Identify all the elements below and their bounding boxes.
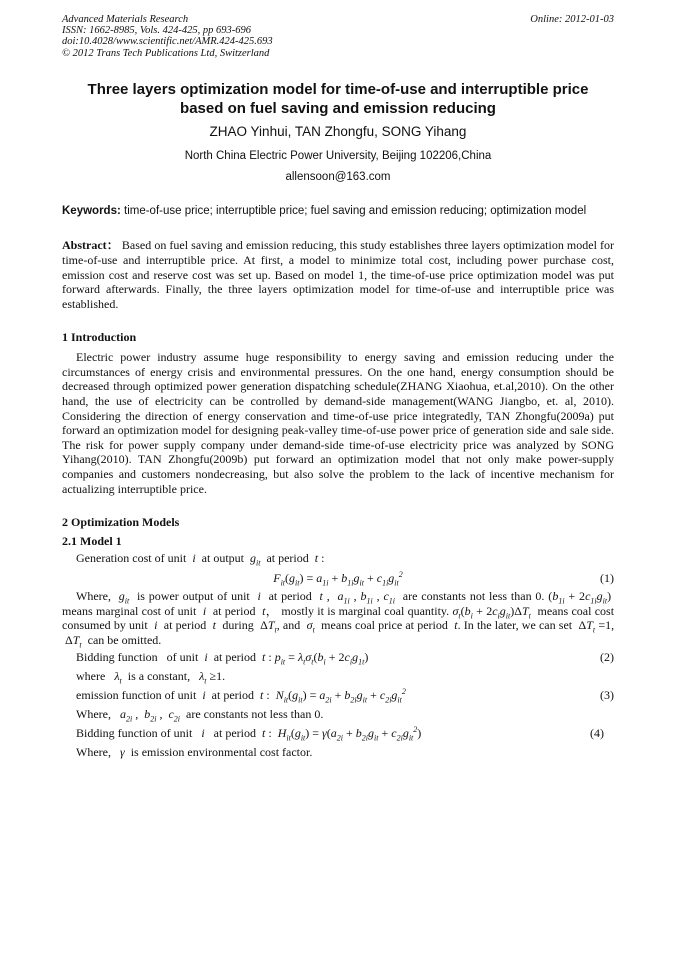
authors: ZHAO Yinhui, TAN Zhongfu, SONG Yihang bbox=[209, 123, 467, 139]
emission-constants-line: Where, $a_{2i}$ , $b_{2i}$ , $c_{2i}$ are constants not less than 0. bbox=[76, 706, 324, 723]
subsection-heading-model-1: 2.1 Model 1 bbox=[62, 534, 122, 549]
equation-1-number: (1) bbox=[600, 571, 614, 586]
journal-name: Advanced Materials Research bbox=[62, 14, 189, 25]
abstract bbox=[62, 238, 614, 311]
abstract-text: Based on fuel saving and emission reducing, this study establishes three layers optimization model for time-of-use and interruptible price. At first, a model to minimize total cost, including power purchase cost, emission cost and reserve cost was set up. Based on model 1, the time-of-use price optimization model was put forward afterwards. Finally, the three layers optimization model for time-of-use and interruptible price was established. bbox=[62, 238, 615, 311]
title-line-1: Three layers optimization model for time-of-use and interruptible price bbox=[87, 80, 589, 98]
section-heading-introduction: 1 Introduction bbox=[62, 330, 137, 345]
copyright-line: © 2012 Trans Tech Publications Ltd, Switzerland bbox=[62, 47, 270, 59]
equation-1: $F_{it}(g_{it}) = a_{1i} + b_{1i}g_{it} + c_{1i}g_{it}^2$ (1) bbox=[273, 570, 614, 588]
equation-3-number: (3) bbox=[600, 687, 614, 702]
equation-2-number: (2) bbox=[600, 649, 614, 664]
keywords-label: Keywords: bbox=[62, 204, 121, 217]
title-line-2: based on fuel saving and emission reducing bbox=[180, 99, 496, 117]
bidding-function-line: Bidding function of unit i at period t : $p_{it} = \lambda_t\sigma_t(b_i + 2c_ig_{1t})$ (2) bbox=[76, 649, 614, 666]
paper-page bbox=[62, 14, 614, 762]
section-heading-optimization-models: 2 Optimization Models bbox=[62, 515, 180, 530]
equation-4-number: (4) bbox=[590, 725, 604, 740]
emission-function-line: emission function of unit i at period t : $N_{it}(g_{it}) = a_{2i} + b_{2i}g_{it} + c_{2i}g_{it}^2$ (3) bbox=[76, 686, 614, 704]
online-date: Online: 2012-01-03 bbox=[530, 14, 614, 25]
bidding-function-2-line: Bidding function of unit i at period t : $H_{it}(g_{it}) = \gamma(a_{2i} + b_{2i}g_{it} + c_{2i}g_{it}^2)$ (4) bbox=[76, 724, 604, 742]
issn-line: ISSN: 1662-8985, Vols. 424-425, pp 693-696 bbox=[62, 25, 251, 37]
keywords bbox=[62, 204, 614, 219]
keywords-text: time-of-use price; interruptible price; fuel saving and emission reducing; optimization model bbox=[124, 204, 587, 217]
lambda-definition-line: where $\lambda_t$ is a constant, $\lambda_t \ge 1$. bbox=[76, 668, 226, 685]
affiliation: North China Electric Power University, Beijing 102206,China bbox=[184, 149, 492, 162]
gamma-definition-line: Where, γ is emission environmental cost factor. bbox=[76, 744, 313, 759]
email: allensoon@163.com bbox=[285, 170, 391, 183]
model-1-description: Where, $g_{it}$ is power output of unit i at period t , $a_{1i}$ , $b_{1i}$ , $c_{1i}$ are constants not less than 0. $(b_{1i} + 2c_{1i}g_{it})$ means marginal cost of unit i at period t， mostly it is marginal coal quantity. $\sigma_t(b_i + 2c_ig_{it})\Delta T_t$ means coal cost consumed by unit i at period t during $\Delta T_t$, and $\sigma_t$ means coal price at period t. In the later, we can set $\Delta T_t =1$, $\Delta T_t$ can be omitted. bbox=[62, 589, 615, 650]
abstract-label: Abstract： bbox=[62, 238, 119, 253]
doi-line: doi:10.4028/www.scientific.net/AMR.424-425.693 bbox=[62, 36, 273, 48]
paper-title bbox=[62, 80, 614, 118]
generation-cost-line: Generation cost of unit i at output $g_{it}$ at period t : bbox=[76, 551, 325, 568]
introduction-paragraph: Electric power industry assume huge responsibility to energy saving and emission reducing under the circumstances of energy crisis and environmental pressures. On the one hand, energy consumption should be decreased through optimized power generation dispatching schedule(ZHANG Xiaohua, et.al,2010). On the other hand, the use of electricity can be controlled by demand-side management(WANG Jiangbo, et. al, 2010). Considering the direction of energy conservation and time-of-use price integratedly, TAN Zhongfu(2009a) put forward an optimization model for designing peak-valley time-of-use power price of generation side and sale side. The risk for power supply company under demand-side time-of-use electricity price was analyzed by SONG Yihang(2010). TAN Zhongfu(2009b) put forward an optimization model that not only make power-supply companies and customers nondecreasing, but also solve the problem to the lack of incentive mechanism for actualizing interruptible price. bbox=[62, 350, 614, 496]
journal-header bbox=[62, 14, 614, 59]
